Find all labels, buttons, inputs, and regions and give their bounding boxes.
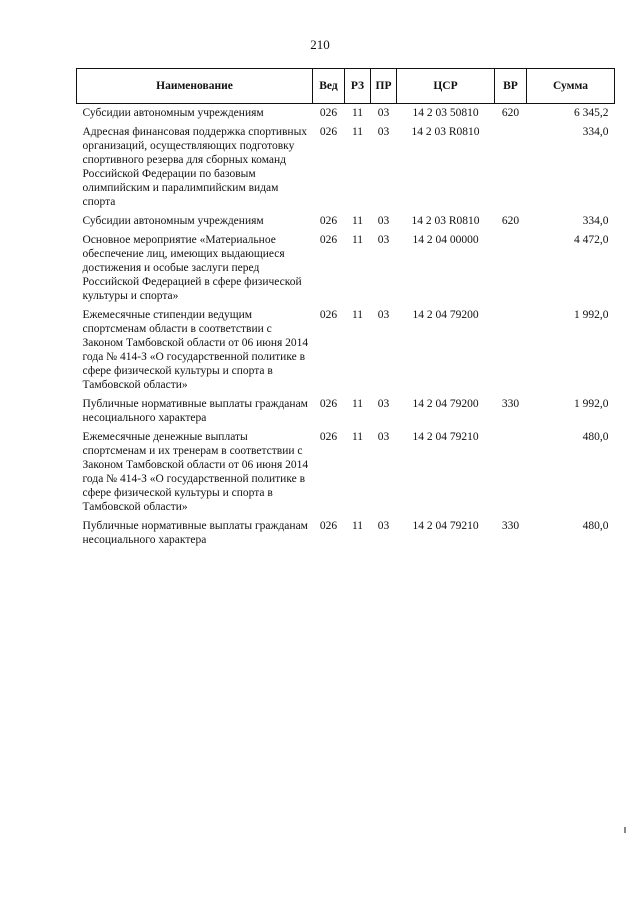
- row-rz: 11: [351, 215, 364, 227]
- row-sum: 334,0: [582, 215, 609, 227]
- row-pr: 03: [377, 215, 390, 227]
- row-name: Субсидии автономным учреждениям: [82, 215, 264, 227]
- header-csr: ЦСР: [397, 69, 495, 104]
- row-pr: 03: [377, 126, 390, 138]
- row-rz: 11: [351, 234, 364, 246]
- header-vr: ВР: [495, 69, 527, 104]
- row-ved: 026: [319, 431, 338, 443]
- row-vr: [495, 428, 527, 517]
- row-ved: 026: [319, 234, 338, 246]
- row-vr: [495, 231, 527, 306]
- row-rz: 11: [351, 309, 364, 321]
- row-rz: 11: [351, 126, 364, 138]
- row-name: Субсидии автономным учреждениям: [82, 107, 264, 119]
- row-sum: 6 345,2: [574, 107, 609, 119]
- row-csr: 14 2 04 79210: [412, 431, 479, 443]
- table-row: [77, 428, 615, 517]
- table-row: [77, 123, 615, 212]
- row-pr: 03: [377, 309, 390, 321]
- row-pr: 03: [377, 107, 390, 119]
- budget-table: [76, 68, 615, 550]
- header-pr: ПР: [371, 69, 397, 104]
- row-sum: 1 992,0: [574, 398, 609, 410]
- row-sum: 334,0: [582, 126, 609, 138]
- row-csr: 14 2 03 R0810: [411, 215, 480, 227]
- row-rz: 11: [351, 520, 364, 532]
- header-name: Наименование: [77, 69, 313, 104]
- row-name: Ежемесячные денежные выплаты спортсменам и их тренерам в соответствии с Законом Тамбовской области от 06 июня 2014 года № 414-З «О государственной политике в сфере физической культуры и спорта в Тамбовской области»: [82, 431, 309, 513]
- row-vr: [495, 123, 527, 212]
- row-name: Публичные нормативные выплаты гражданам несоциального характера: [82, 398, 308, 424]
- row-sum: 1 992,0: [574, 309, 609, 321]
- row-name: Адресная финансовая поддержка спортивных организаций, осуществляющих подготовку спортивного резерва для сборных команд Российской Федерации по базовым олимпийским и паралимпийским видам спорта: [82, 126, 308, 208]
- row-sum: 480,0: [582, 520, 609, 532]
- row-ved: 026: [319, 520, 338, 532]
- row-pr: 03: [377, 520, 390, 532]
- row-ved: 026: [319, 107, 338, 119]
- row-sum: 480,0: [582, 431, 609, 443]
- row-csr: 14 2 04 00000: [412, 234, 479, 246]
- row-csr: 14 2 04 79210: [412, 520, 479, 532]
- header-sum: Сумма: [527, 69, 615, 104]
- table-row: [77, 395, 615, 428]
- table-row: [77, 231, 615, 306]
- row-vr: 620: [501, 107, 520, 119]
- row-csr: 14 2 03 R0810: [411, 126, 480, 138]
- scan-mark: [624, 827, 626, 833]
- row-rz: 11: [351, 107, 364, 119]
- row-csr: 14 2 04 79200: [412, 398, 479, 410]
- row-ved: 026: [319, 398, 338, 410]
- row-sum: 4 472,0: [574, 234, 609, 246]
- row-ved: 026: [319, 126, 338, 138]
- row-vr: 330: [501, 398, 520, 410]
- row-vr: [495, 306, 527, 395]
- table-row: [77, 212, 615, 231]
- row-name: Ежемесячные стипендии ведущим спортсменам области в соответствии с Законом Тамбовской области от 06 июня 2014 года № 414-З «О государственной политике в сфере физической культуры и спорта в Тамбовской области»: [82, 309, 309, 391]
- row-pr: 03: [377, 431, 390, 443]
- row-pr: 03: [377, 398, 390, 410]
- row-name: Основное мероприятие «Материальное обеспечение лиц, имеющих выдающиеся достижения и особые заслуги перед Российской Федерацией в сфере физической культуры и спорта»: [82, 234, 302, 302]
- table-row: [77, 517, 615, 550]
- row-ved: 026: [319, 309, 338, 321]
- header-rz: РЗ: [345, 69, 371, 104]
- row-vr: 620: [501, 215, 520, 227]
- row-ved: 026: [319, 215, 338, 227]
- page-number: 210: [310, 37, 330, 52]
- row-rz: 11: [351, 431, 364, 443]
- row-pr: 03: [377, 234, 390, 246]
- row-rz: 11: [351, 398, 364, 410]
- header-ved: Вед: [313, 69, 345, 104]
- table-header-row: [77, 69, 615, 104]
- table-row: [77, 306, 615, 395]
- table-row: [77, 104, 615, 124]
- row-name: Публичные нормативные выплаты гражданам несоциального характера: [82, 520, 308, 546]
- row-vr: 330: [501, 520, 520, 532]
- row-csr: 14 2 03 50810: [412, 107, 479, 119]
- row-csr: 14 2 04 79200: [412, 309, 479, 321]
